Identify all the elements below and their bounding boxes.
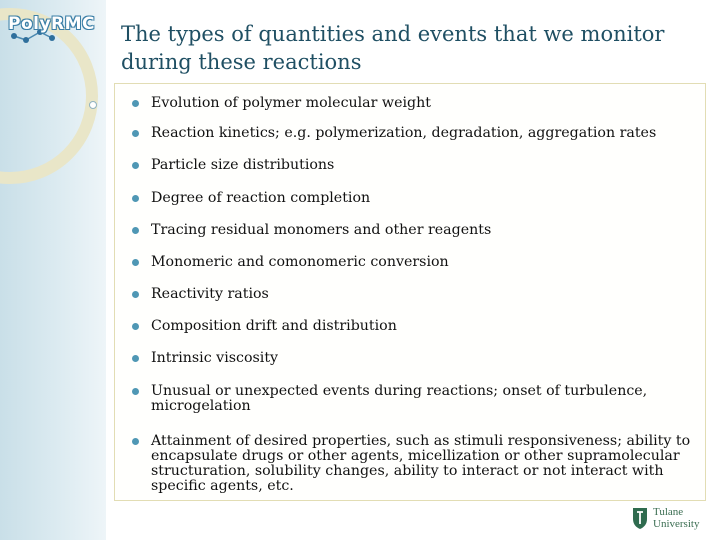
shield-icon	[631, 506, 649, 530]
logo-text: PolyRMC	[8, 14, 96, 34]
bullet-item: Reaction kinetics; e.g. polymerization, degradation, aggregation rates	[151, 126, 699, 141]
bullet-item: Particle size distributions	[151, 158, 699, 173]
bullet-item: Evolution of polymer molecular weight	[151, 96, 699, 111]
bullet-item: Intrinsic viscosity	[151, 351, 699, 366]
slide-title: The types of quantities and events that we monitor during these reactions	[121, 22, 665, 74]
tulane-line2: University	[653, 518, 700, 530]
tulane-text	[653, 506, 699, 530]
bullet-item: Degree of reaction completion	[151, 191, 699, 206]
bullet-item: Monomeric and comonomeric conversion	[151, 255, 699, 270]
tulane-logo	[631, 506, 711, 532]
decorative-dot	[89, 101, 97, 109]
content-box	[114, 83, 706, 501]
bullet-item: Composition drift and distribution	[151, 319, 699, 334]
bullet-item: Unusual or unexpected events during reactions; onset of turbulence, microgelation	[151, 384, 699, 414]
polyrmc-logo	[6, 10, 106, 44]
bullet-item: Tracing residual monomers and other reagents	[151, 223, 699, 238]
bullet-item: Reactivity ratios	[151, 287, 699, 302]
tulane-line1: Tulane	[653, 506, 684, 518]
bullet-item: Attainment of desired properties, such as stimuli responsiveness; ability to encapsulate drugs or other agents, micellization or other supramolecular structuration, solubility changes, ability to interact or not interact with specific agents, etc.	[151, 434, 699, 494]
